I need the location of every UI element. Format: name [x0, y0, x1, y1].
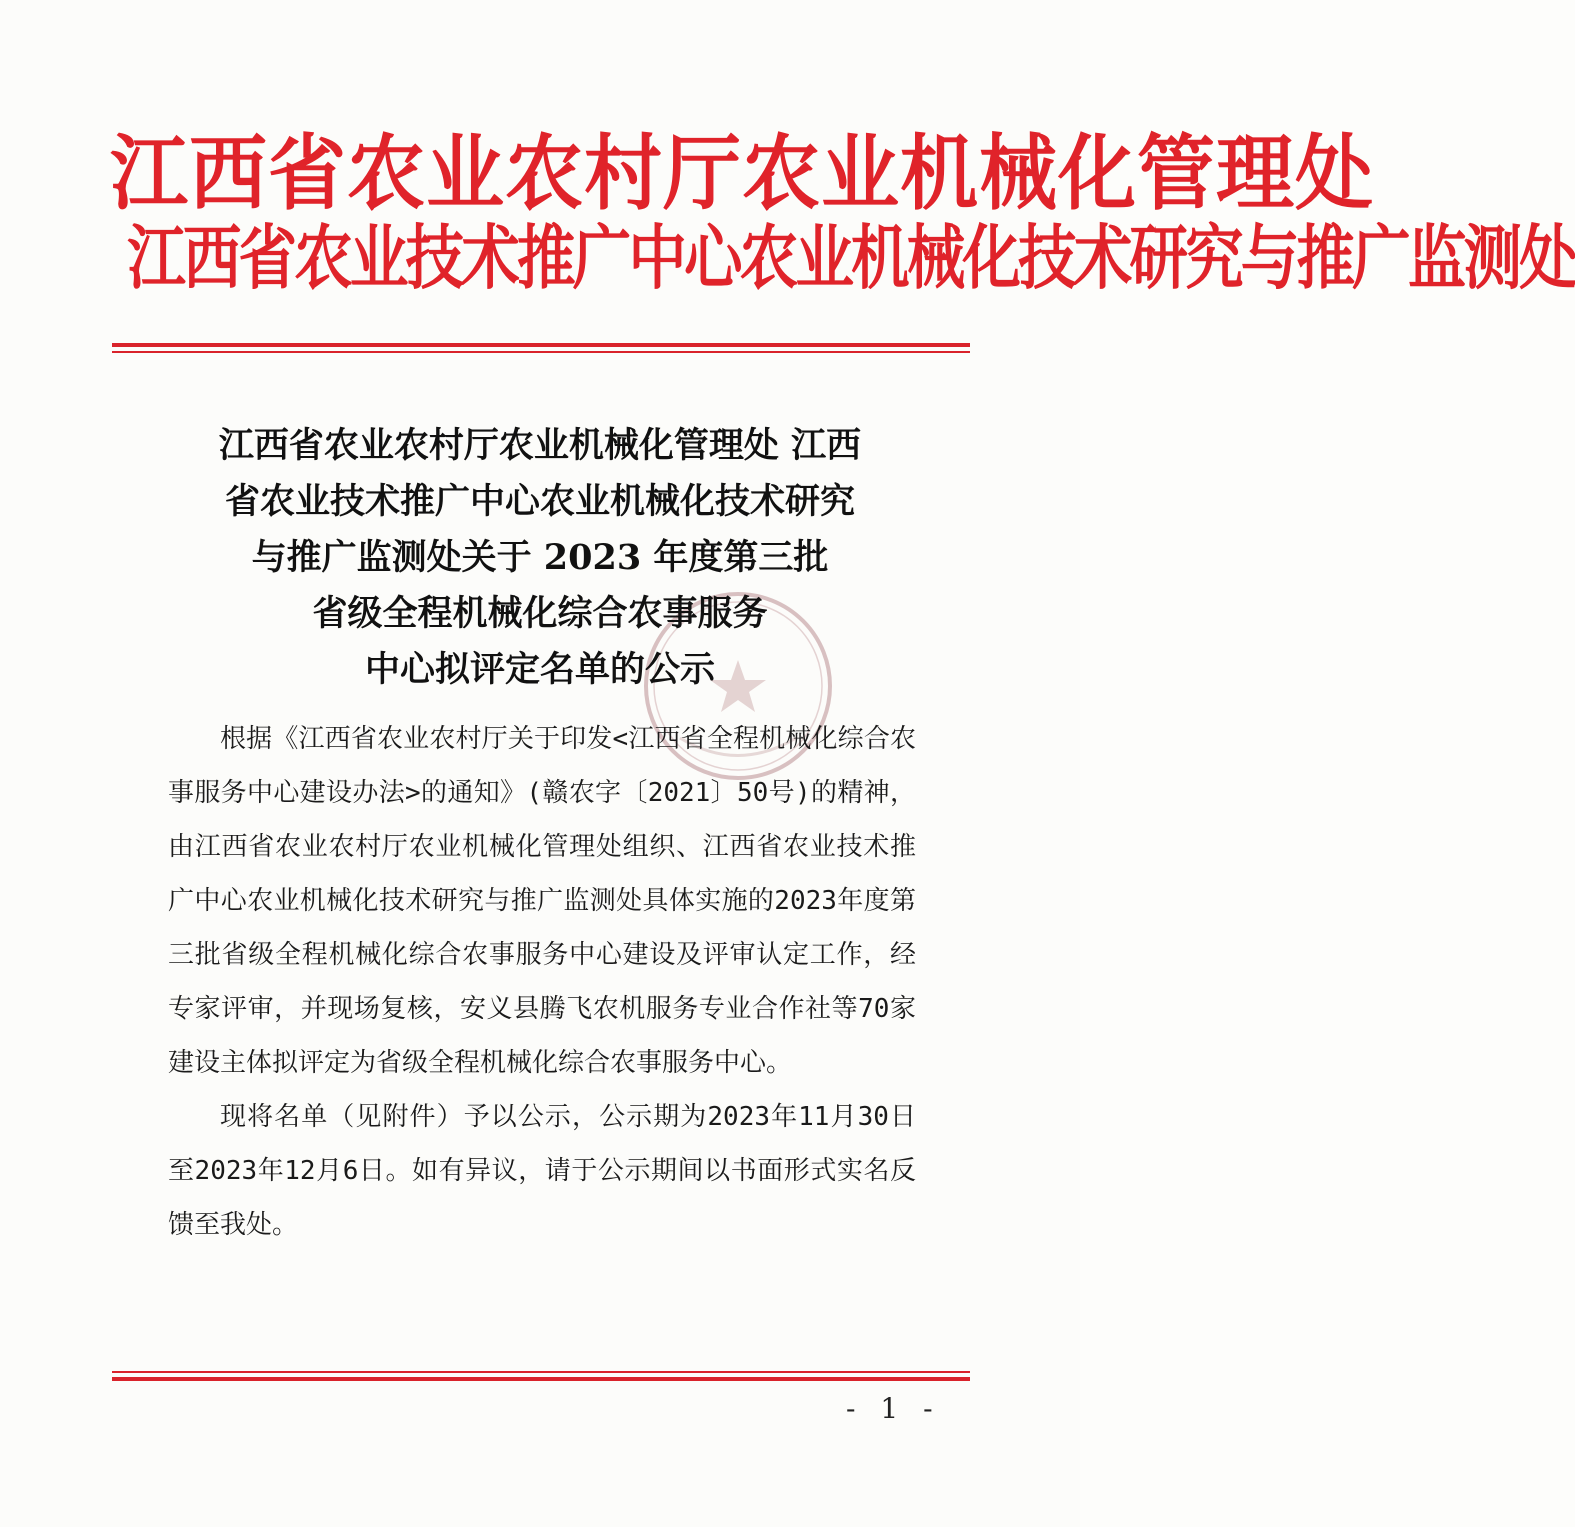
notice-body: [168, 712, 916, 1252]
title-line: 江西省农业农村厅农业机械化管理处 江西: [218, 425, 862, 466]
title-line: 省农业技术推广中心农业机械化技术研究: [224, 481, 855, 522]
letterhead: [110, 125, 1575, 300]
notice-title: [140, 418, 940, 698]
title-line: 与推广监测处关于 2023 年度第三批: [251, 537, 829, 578]
body-paragraph-1: 根据《江西省农业农村厅关于印发<江西省全程机械化综合农事服务中心建设办法>的通知》(赣农字〔2021〕50号)的精神，由江西省农业农村厅农业机械化管理处组织、江西省农业技术推广中心农业机械化技术研究与推广监测处具体实施的2023年度第三批省级全程机械化综合农事服务中心建设及评审认定工作，经专家评审，并现场复核，安义县腾飞农机服务专业合作社等70家建设主体拟评定为省级全程机械化综合农事服务中心。: [168, 724, 916, 1078]
letterhead-rule-thick: [112, 343, 970, 347]
page-number: - 1 -: [846, 1392, 941, 1425]
title-line: 省级全程机械化综合农事服务: [312, 593, 768, 634]
body-paragraph-2: 现将名单（见附件）予以公示，公示期为2023年11月30日至2023年12月6日。如有异议，请于公示期间以书面形式实名反馈至我处。: [168, 1102, 916, 1240]
letterhead-line-1: 江西省农业农村厅农业机械化管理处: [110, 125, 1375, 222]
footer-rule-thick: [112, 1377, 970, 1381]
title-line: 中心拟评定名单的公示: [364, 649, 715, 690]
letterhead-rule-thin: [112, 351, 970, 353]
letterhead-line-2: 江西省农业技术推广中心农业机械化技术研究与推广监测处: [127, 217, 1575, 300]
footer-rule-thin: [112, 1371, 970, 1373]
